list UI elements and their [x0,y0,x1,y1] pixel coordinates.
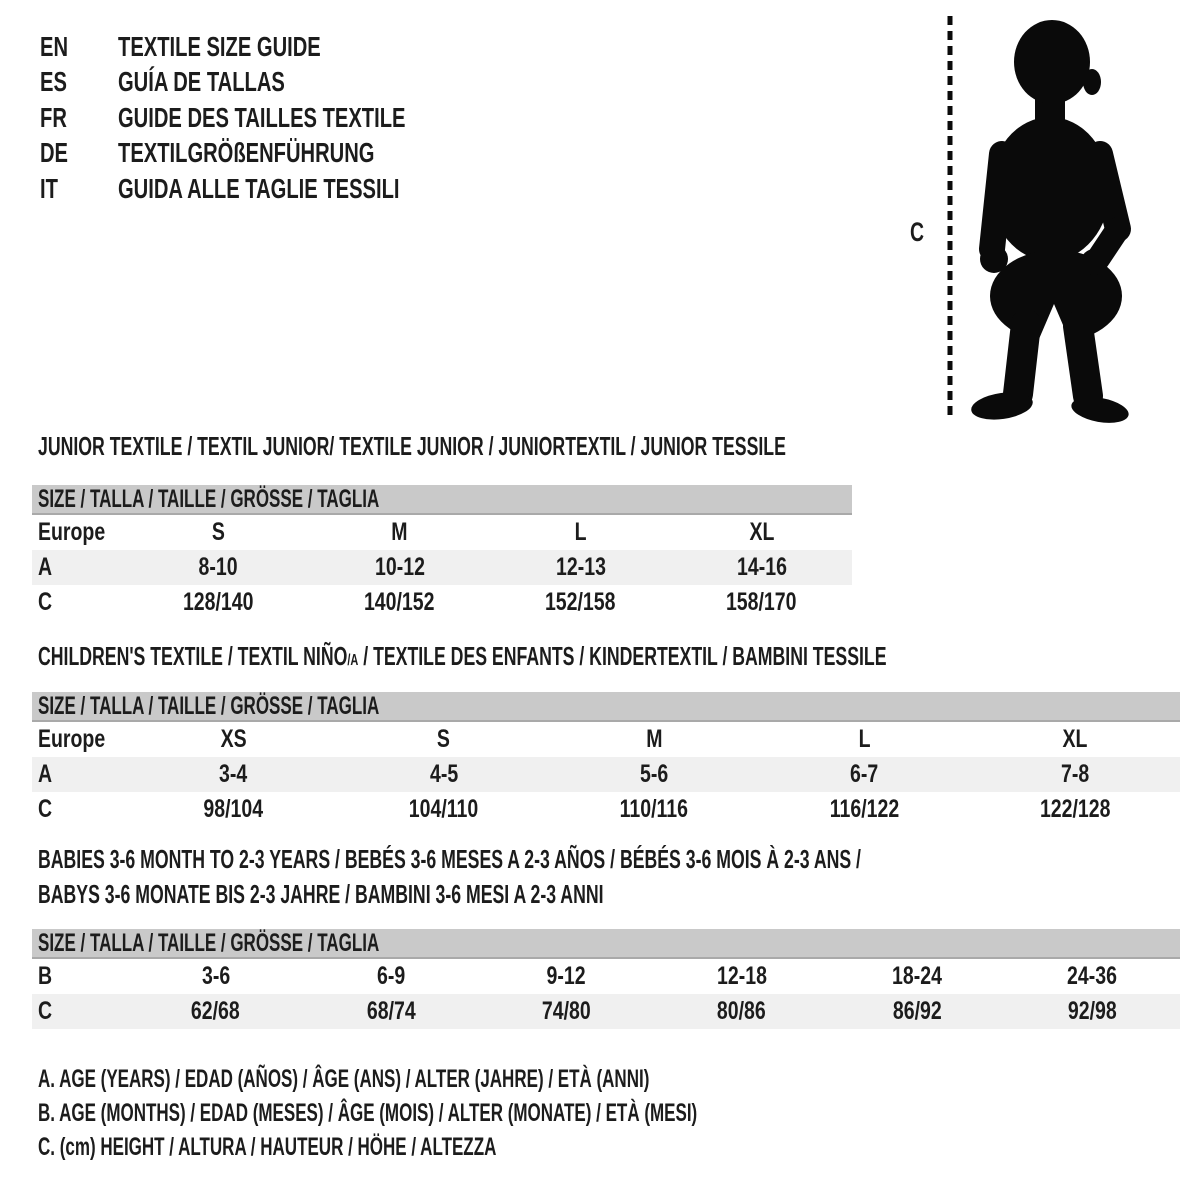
toddler-silhouette-icon [938,14,1148,430]
table-row-a [32,757,1180,792]
language-row-fr [40,100,517,136]
cell: 4-5 [429,760,458,788]
table-row-a [32,550,852,585]
cell: XL [1062,725,1088,753]
guide-title-es: GUÍA DE TALLAS [118,66,285,98]
size-header-band [32,929,1180,959]
nino-a-subscript: /A [347,651,359,669]
cell: L [858,725,871,753]
cell: 12-18 [716,962,767,990]
cell: 5-6 [639,760,669,788]
junior-section-title: JUNIOR TEXTILE / TEXTIL JUNIOR/ TEXTILE JUNIOR / JUNIORTEXTIL / JUNIOR TESSILE [38,431,786,461]
size-header-label: SIZE / TALLA / TAILLE / GRÖSSE / TAGLIA [38,484,380,513]
cell: 152/158 [545,588,616,616]
row-label: C [38,795,53,823]
table-row-b [32,959,1180,994]
measurement-legend [38,1062,1007,1164]
table-row-c [32,585,852,620]
cell: M [645,725,663,753]
cell: 68/74 [366,997,416,1025]
cell: 122/128 [1039,795,1111,823]
cell: 62/68 [191,997,241,1025]
language-row-en [40,29,517,65]
cell: 86/92 [892,997,942,1025]
cell: 9-12 [546,962,586,990]
cell: 3-4 [219,760,248,788]
size-header-label: SIZE / TALLA / TAILLE / GRÖSSE / TAGLIA [38,691,380,720]
row-label: A [38,760,53,788]
row-label: B [38,962,53,990]
cell: S [211,518,226,546]
cell: 92/98 [1067,997,1117,1025]
cell: 158/170 [726,588,797,616]
cell: 104/110 [408,795,479,823]
cell: L [574,518,587,546]
height-measure-label-c: C [910,217,925,247]
language-code: ES [40,66,67,98]
language-title-list [40,29,517,207]
cell: 12-13 [555,553,606,581]
row-label: Europe [38,725,106,753]
children-size-table [32,692,1180,827]
cell: 6-9 [376,962,406,990]
table-row-europe [32,515,852,550]
cell: XL [749,518,774,546]
table-row-c [32,792,1180,827]
cell: 7-8 [1060,760,1089,788]
language-code: IT [40,172,58,204]
children-section-title: CHILDREN'S TEXTILE / TEXTIL NIÑO/A / TEXTILE DES ENFANTS / KINDERTEXTIL / BAMBINI TESSILE [38,641,887,671]
babies-size-table [32,929,1180,1029]
cell: 14-16 [736,553,787,581]
cell: 10-12 [374,553,425,581]
legend-line-c: C. (cm) HEIGHT / ALTURA / HAUTEUR / HÖHE / ALTEZZA [38,1132,497,1161]
guide-title-it: GUIDA ALLE TAGLIE TESSILI [118,172,400,204]
cell: 80/86 [717,997,767,1025]
cell: 3-6 [201,962,230,990]
guide-title-en: TEXTILE SIZE GUIDE [118,30,321,62]
cell: M [391,518,408,546]
cell: 140/152 [364,588,435,616]
language-row-it [40,171,517,207]
cell: 18-24 [892,962,942,990]
cell: XS [220,725,247,753]
language-row-es [40,65,517,101]
table-row-europe [32,722,1180,757]
cell: 110/116 [619,795,689,823]
size-header-band [32,485,852,515]
cell: 98/104 [203,795,264,823]
row-label: Europe [38,518,106,546]
table-row-c [32,994,1180,1029]
guide-title-fr: GUIDE DES TAILLES TEXTILE [118,101,406,133]
size-header-label: SIZE / TALLA / TAILLE / GRÖSSE / TAGLIA [38,928,380,957]
language-code: DE [40,137,69,169]
language-code: FR [40,101,67,133]
cell: 74/80 [541,997,591,1025]
size-header-band [32,692,1180,722]
cell: S [437,725,451,753]
guide-title-de: TEXTILGRÖßENFÜHRUNG [118,137,375,169]
cell: 116/122 [829,795,900,823]
language-code: EN [40,30,69,62]
legend-line-b: B. AGE (MONTHS) / EDAD (MESES) / ÂGE (MOIS) / ALTER (MONATE) / ETÀ (MESI) [38,1098,698,1127]
cell: 6-7 [850,760,879,788]
babies-section-title: BABIES 3-6 MONTH TO 2-3 YEARS / BEBÉS 3-6 MESES A 2-3 AÑOS / BÉBÉS 3-6 MOIS À 2-3 ANS / BABYS 3-6 MONATE BIS 2-3 JAHRE / BAMBINI 3-6 MESI A 2-3 ANNI [38,844,861,909]
legend-line-a: A. AGE (YEARS) / EDAD (AÑOS) / ÂGE (ANS) / ALTER (JAHRE) / ETÀ (ANNI) [38,1064,650,1093]
row-label: C [38,997,53,1025]
cell: 8-10 [198,553,239,581]
junior-size-table [32,485,852,620]
cell: 128/140 [183,588,254,616]
cell: 24-36 [1067,962,1118,990]
row-label: C [38,588,53,616]
row-label: A [38,553,53,581]
language-row-de [40,136,517,172]
